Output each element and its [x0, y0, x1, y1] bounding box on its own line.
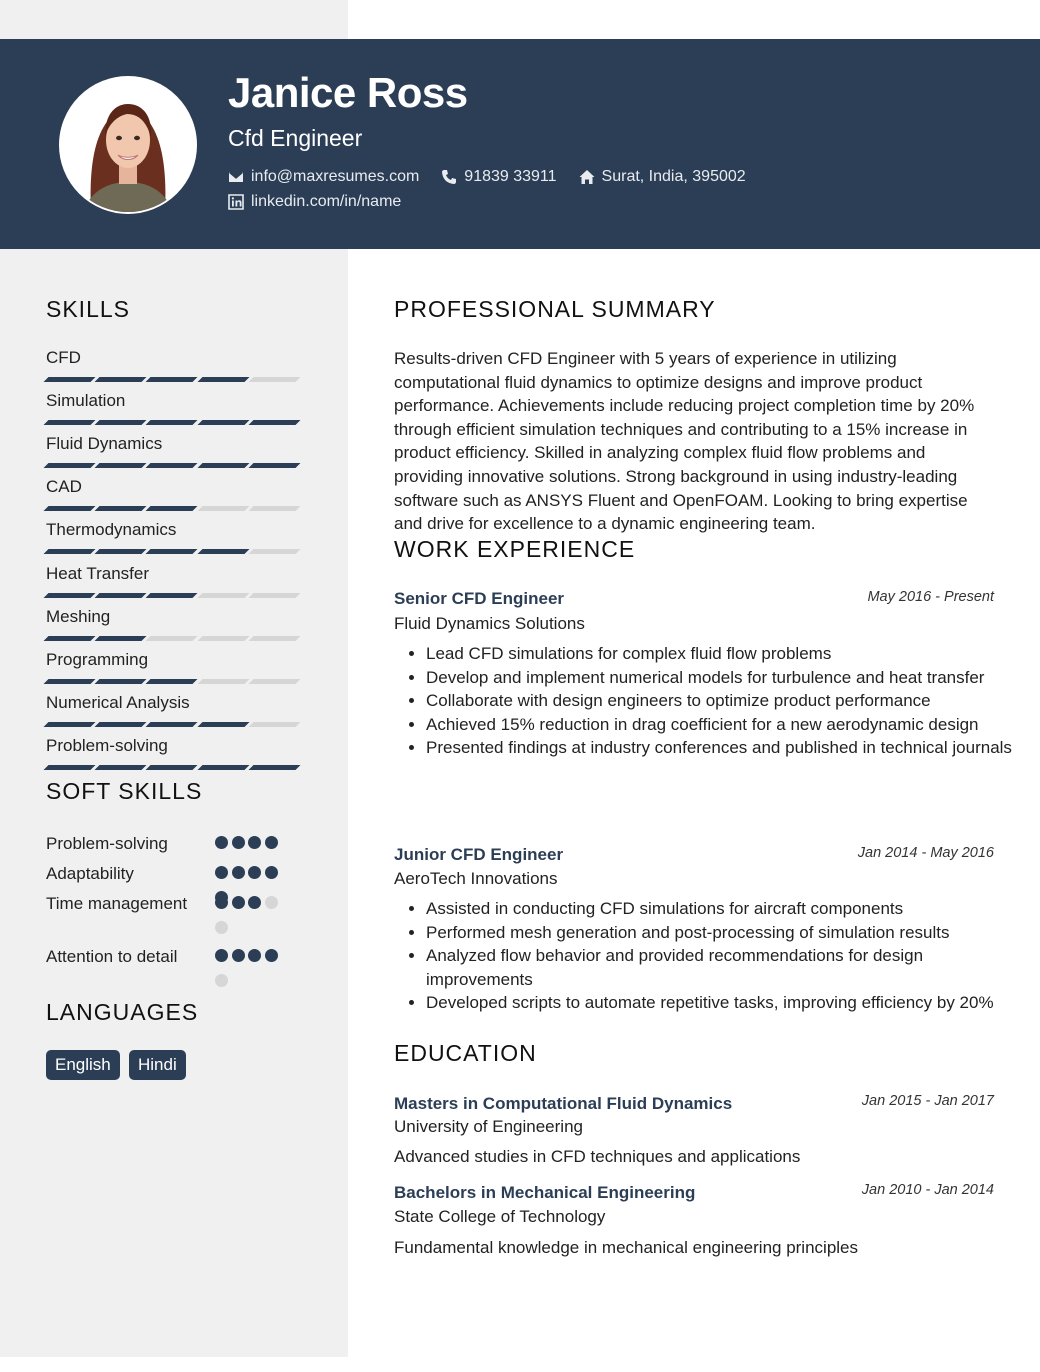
skill-level-segment	[44, 420, 96, 425]
job-date: May 2016 - Present	[867, 589, 994, 605]
rating-dot	[232, 866, 245, 879]
edu-school: State College of Technology	[394, 1207, 606, 1226]
skill-level-segment	[44, 636, 96, 641]
language-badge-hindi: Hindi	[129, 1050, 186, 1080]
skill-level-segment	[44, 463, 96, 468]
skill-level-segment	[197, 549, 249, 554]
skill-level-segment	[146, 722, 198, 727]
skill-level-segment	[146, 463, 198, 468]
list-item: • Achieved 15% reduction in drag coefficient for a new aerodynamic design	[426, 713, 1026, 737]
soft-skill-name: Attention to detail	[46, 947, 178, 966]
linkedin-icon	[228, 194, 244, 210]
edu-description: Fundamental knowledge in mechanical engineering principles	[394, 1238, 859, 1257]
email-text: info@maxresumes.com	[251, 168, 420, 185]
profile-photo	[59, 76, 197, 214]
skill-level-segment	[44, 722, 96, 727]
job-role: Junior CFD Engineer	[394, 845, 564, 864]
soft-skill-rating	[215, 896, 290, 946]
skill-level-segment	[197, 420, 249, 425]
rating-dot	[248, 866, 261, 879]
rating-dot	[248, 836, 261, 849]
list-item: • Performed mesh generation and post-processing of simulation results	[426, 921, 1026, 945]
portrait-illustration	[61, 78, 195, 212]
skill-level-segment	[197, 722, 249, 727]
candidate-name: Janice Ross	[228, 69, 468, 116]
skill-level-segment	[44, 765, 96, 770]
edu-school: University of Engineering	[394, 1117, 583, 1136]
skill-level-segment	[95, 679, 147, 684]
list-item: • Presented findings at industry conferences and published in technical journals	[426, 736, 1026, 760]
skill-level-bar	[46, 765, 302, 771]
skill-level-segment	[197, 593, 249, 598]
edu-date: Jan 2015 - Jan 2017	[861, 1093, 994, 1109]
skill-level-segment	[248, 636, 300, 641]
skill-level-bar	[46, 506, 302, 512]
rating-dot	[265, 836, 278, 849]
skill-level-segment	[248, 506, 300, 511]
location-text: Surat, India, 395002	[601, 168, 746, 185]
skill-level-segment	[248, 420, 300, 425]
skill-level-segment	[44, 679, 96, 684]
skill-level-bar	[46, 593, 302, 599]
skill-level-segment	[197, 765, 249, 770]
skill-level-segment	[95, 722, 147, 727]
list-item: • Develop and implement numerical models for turbulence and heat transfer	[426, 666, 1026, 690]
skill-level-segment	[248, 549, 300, 554]
edu-date: Jan 2010 - Jan 2014	[861, 1182, 994, 1198]
skill-level-segment	[146, 593, 198, 598]
skill-level-bar	[46, 549, 302, 555]
skill-name: Simulation	[46, 391, 126, 410]
job-company: Fluid Dynamics Solutions	[394, 614, 585, 633]
skill-level-segment	[146, 377, 198, 382]
rating-dot	[265, 949, 278, 962]
job-date: Jan 2014 - May 2016	[857, 845, 994, 861]
skill-level-segment	[248, 679, 300, 684]
skill-level-segment	[197, 377, 249, 382]
skill-level-segment	[146, 679, 198, 684]
skill-level-segment	[146, 420, 198, 425]
soft-skills-heading: SOFT SKILLS	[46, 778, 203, 804]
edu-description: Advanced studies in CFD techniques and applications	[394, 1147, 801, 1166]
skill-level-segment	[44, 506, 96, 511]
skill-name: Thermodynamics	[46, 520, 177, 539]
skill-level-segment	[95, 463, 147, 468]
rating-dot	[265, 896, 278, 909]
list-item: • Collaborate with design engineers to optimize product performance	[426, 689, 1026, 713]
soft-skill-name: Problem-solving	[46, 834, 168, 853]
rating-dot	[248, 949, 261, 962]
rating-dot	[265, 866, 278, 879]
skill-level-segment	[95, 636, 147, 641]
skill-name: Meshing	[46, 607, 111, 626]
rating-dot	[232, 836, 245, 849]
skill-level-segment	[197, 506, 249, 511]
summary-text: Results-driven CFD Engineer with 5 years of experience in utilizing computational fluid dynamics to optimize designs and improve product performance. Achievements include reducing project completion time by 20% through efficient simulation techniques and contributing to a 15% increase in product efficiency. Skilled in analyzing complex fluid flow problems and providing innovative solutions. Strong background in using industry-leading software such as ANSYS Fluent and OpenFOAM. Looking to bring expertise and drive for excellence to a dynamic engineering team.	[394, 349, 975, 534]
skill-name: CFD	[46, 348, 81, 367]
phone-text: 91839 33911	[464, 168, 557, 185]
list-item: • Assisted in conducting CFD simulations for aircraft components	[426, 897, 1026, 921]
skill-name: Numerical Analysis	[46, 693, 190, 712]
soft-skill-rating	[215, 836, 290, 861]
contact-row-linkedin	[228, 193, 423, 211]
skill-level-segment	[248, 765, 300, 770]
list-item: • Developed scripts to automate repetitive tasks, improving efficiency by 20%	[426, 991, 1026, 1015]
candidate-title: Cfd Engineer	[228, 125, 363, 151]
skill-name: Programming	[46, 650, 149, 669]
skill-level-segment	[248, 722, 300, 727]
skill-level-segment	[248, 593, 300, 598]
contact-row	[228, 168, 768, 186]
rating-dot	[232, 949, 245, 962]
skill-level-segment	[95, 506, 147, 511]
skill-level-bar	[46, 377, 302, 383]
experience-heading: WORK EXPERIENCE	[394, 536, 636, 562]
skill-name: Heat Transfer	[46, 564, 149, 583]
soft-skill-rating	[215, 949, 290, 999]
skill-level-bar	[46, 463, 302, 469]
skill-level-bar	[46, 722, 302, 728]
skill-level-bar	[46, 420, 302, 426]
edu-degree: Masters in Computational Fluid Dynamics	[394, 1094, 733, 1113]
skill-level-segment	[146, 549, 198, 554]
job-role: Senior CFD Engineer	[394, 589, 565, 608]
summary-heading: PROFESSIONAL SUMMARY	[394, 296, 716, 322]
skill-level-segment	[146, 636, 198, 641]
list-item: • Lead CFD simulations for complex fluid flow problems	[426, 642, 1026, 666]
rating-dot	[215, 921, 228, 934]
contact-linkedin[interactable]	[228, 193, 401, 211]
header-banner	[0, 39, 1040, 249]
list-item: • Analyzed flow behavior and provided recommendations for design improvements	[426, 944, 1026, 991]
skills-heading: SKILLS	[46, 296, 130, 322]
skill-level-segment	[95, 593, 147, 598]
skill-name: Fluid Dynamics	[46, 434, 163, 453]
contact-email[interactable]	[228, 168, 419, 186]
skill-level-segment	[197, 636, 249, 641]
skill-level-segment	[44, 549, 96, 554]
job-company: AeroTech Innovations	[394, 869, 558, 888]
soft-skill-name: Time management	[46, 894, 188, 913]
skill-name: CAD	[46, 477, 82, 496]
edu-degree: Bachelors in Mechanical Engineering	[394, 1183, 696, 1202]
rating-dot	[215, 974, 228, 987]
job-bullets	[404, 642, 1026, 760]
rating-dot	[248, 896, 261, 909]
skill-level-segment	[146, 506, 198, 511]
skill-name: Problem-solving	[46, 736, 168, 755]
contact-phone[interactable]	[441, 168, 556, 186]
skill-level-segment	[44, 593, 96, 598]
rating-dot	[215, 896, 228, 909]
envelope-icon	[228, 169, 244, 185]
languages-heading: LANGUAGES	[46, 999, 199, 1025]
skill-level-segment	[248, 463, 300, 468]
skill-level-segment	[44, 377, 96, 382]
rating-dot	[215, 866, 228, 879]
skill-level-bar	[46, 636, 302, 642]
home-icon	[579, 169, 595, 185]
soft-skill-name: Adaptability	[46, 864, 134, 883]
rating-dot	[215, 949, 228, 962]
skill-level-segment	[146, 765, 198, 770]
phone-icon	[441, 169, 457, 185]
linkedin-text: linkedin.com/in/name	[251, 193, 402, 210]
skill-level-segment	[95, 549, 147, 554]
skill-level-segment	[95, 765, 147, 770]
education-heading: EDUCATION	[394, 1040, 537, 1066]
rating-dot	[232, 896, 245, 909]
skill-level-segment	[197, 463, 249, 468]
skill-level-segment	[197, 679, 249, 684]
skill-level-segment	[95, 420, 147, 425]
rating-dot	[215, 836, 228, 849]
contact-location	[579, 168, 746, 186]
skill-level-segment	[248, 377, 300, 382]
skill-level-bar	[46, 679, 302, 685]
skill-level-segment	[95, 377, 147, 382]
job-bullets	[404, 897, 1026, 1015]
language-badge-english: English	[46, 1050, 120, 1080]
